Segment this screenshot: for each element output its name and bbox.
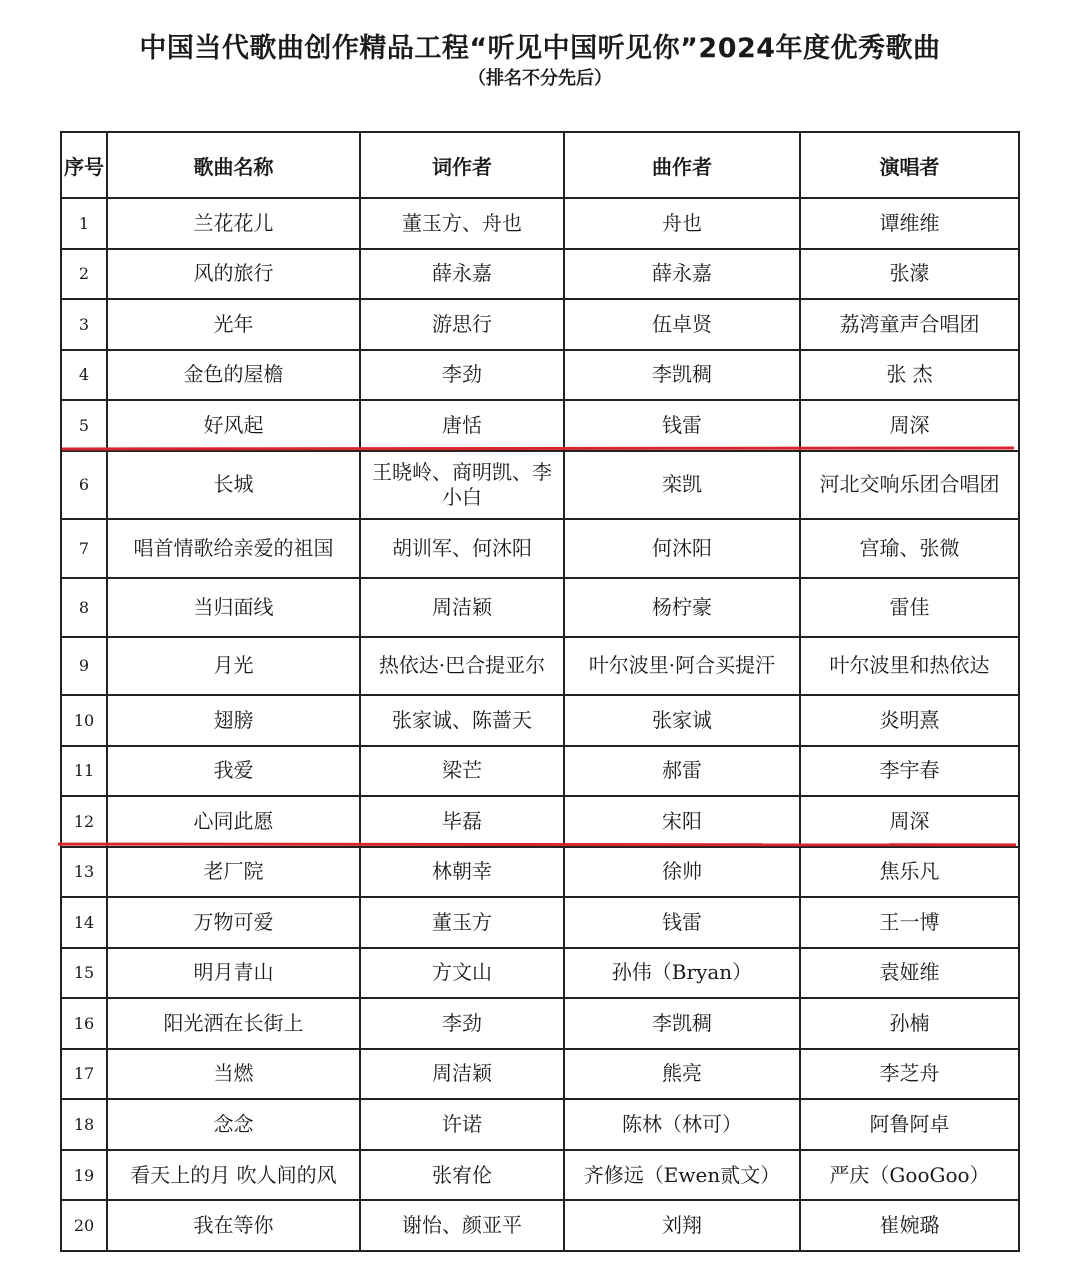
cell-song: 我在等你 xyxy=(107,1200,360,1251)
cell-composer: 宋阳 xyxy=(564,796,800,847)
cell-lyricist: 许诺 xyxy=(360,1099,564,1150)
cell-composer: 杨柠豪 xyxy=(564,578,800,637)
cell-no: 17 xyxy=(61,1049,107,1100)
cell-composer: 伍卓贤 xyxy=(564,299,800,350)
table-row xyxy=(61,847,1019,898)
cell-singer: 宫瑜、张微 xyxy=(800,519,1019,578)
cell-lyricist: 毕磊 xyxy=(360,796,564,847)
cell-lyricist: 董玉方 xyxy=(360,897,564,948)
cell-singer: 炎明熹 xyxy=(800,695,1019,746)
cell-lyricist: 热依达·巴合提亚尔 xyxy=(360,637,564,696)
cell-composer: 钱雷 xyxy=(564,897,800,948)
cell-song: 我爱 xyxy=(107,746,360,797)
cell-song: 月光 xyxy=(107,637,360,696)
cell-no: 6 xyxy=(61,451,107,520)
cell-singer: 谭维维 xyxy=(800,198,1019,249)
cell-composer: 薛永嘉 xyxy=(564,249,800,300)
cell-lyricist: 游思行 xyxy=(360,299,564,350)
table-row xyxy=(61,948,1019,999)
cell-singer: 崔婉璐 xyxy=(800,1200,1019,1251)
song-table xyxy=(60,131,1020,1252)
header-composer: 曲作者 xyxy=(564,132,800,198)
cell-song: 当归面线 xyxy=(107,578,360,637)
cell-song: 当燃 xyxy=(107,1049,360,1100)
cell-song: 阳光洒在长街上 xyxy=(107,998,360,1049)
table-row xyxy=(61,998,1019,1049)
cell-no: 16 xyxy=(61,998,107,1049)
table-row xyxy=(61,400,1019,451)
cell-lyricist: 梁芒 xyxy=(360,746,564,797)
cell-composer: 舟也 xyxy=(564,198,800,249)
header-song: 歌曲名称 xyxy=(107,132,360,198)
cell-singer: 李芝舟 xyxy=(800,1049,1019,1100)
cell-no: 14 xyxy=(61,897,107,948)
cell-singer: 袁娅维 xyxy=(800,948,1019,999)
cell-lyricist: 张家诚、陈蔷天 xyxy=(360,695,564,746)
cell-lyricist: 薛永嘉 xyxy=(360,249,564,300)
cell-no: 11 xyxy=(61,746,107,797)
table-row xyxy=(61,637,1019,696)
cell-lyricist: 周洁颖 xyxy=(360,1049,564,1100)
cell-singer: 王一博 xyxy=(800,897,1019,948)
cell-no: 1 xyxy=(61,198,107,249)
cell-singer: 荔湾童声合唱团 xyxy=(800,299,1019,350)
page-title: 中国当代歌曲创作精品工程“听见中国听见你”2024年度优秀歌曲 xyxy=(139,33,941,64)
cell-singer: 周深 xyxy=(800,400,1019,451)
cell-singer: 叶尔波里和热依达 xyxy=(800,637,1019,696)
table-row xyxy=(61,1200,1019,1251)
table-row xyxy=(61,198,1019,249)
cell-lyricist: 王晓岭、商明凯、李小白 xyxy=(360,451,564,520)
table-row xyxy=(61,1150,1019,1201)
cell-singer: 阿鲁阿卓 xyxy=(800,1099,1019,1150)
cell-no: 9 xyxy=(61,637,107,696)
cell-song: 明月青山 xyxy=(107,948,360,999)
cell-composer: 何沐阳 xyxy=(564,519,800,578)
cell-lyricist: 周洁颖 xyxy=(360,578,564,637)
cell-singer: 孙楠 xyxy=(800,998,1019,1049)
cell-composer: 刘翔 xyxy=(564,1200,800,1251)
table-row xyxy=(61,519,1019,578)
table-row xyxy=(61,578,1019,637)
cell-singer: 焦乐凡 xyxy=(800,847,1019,898)
table-header-row xyxy=(61,132,1019,198)
cell-lyricist: 李劲 xyxy=(360,350,564,401)
cell-song: 万物可爱 xyxy=(107,897,360,948)
header-singer: 演唱者 xyxy=(800,132,1019,198)
cell-lyricist: 张宥伦 xyxy=(360,1150,564,1201)
cell-no: 2 xyxy=(61,249,107,300)
cell-lyricist: 唐恬 xyxy=(360,400,564,451)
table-row xyxy=(61,299,1019,350)
cell-no: 18 xyxy=(61,1099,107,1150)
cell-singer: 河北交响乐团合唱团 xyxy=(800,451,1019,520)
cell-no: 12 xyxy=(61,796,107,847)
cell-lyricist: 方文山 xyxy=(360,948,564,999)
table-row xyxy=(61,746,1019,797)
cell-no: 3 xyxy=(61,299,107,350)
table-row xyxy=(61,1049,1019,1100)
cell-singer: 严庆（GooGoo） xyxy=(800,1150,1019,1201)
cell-lyricist: 胡训军、何沐阳 xyxy=(360,519,564,578)
cell-singer: 周深 xyxy=(800,796,1019,847)
table-row xyxy=(61,249,1019,300)
cell-lyricist: 董玉方、舟也 xyxy=(360,198,564,249)
table-row xyxy=(61,350,1019,401)
cell-composer: 栾凯 xyxy=(564,451,800,520)
cell-song: 兰花花儿 xyxy=(107,198,360,249)
cell-singer: 张 杰 xyxy=(800,350,1019,401)
cell-no: 10 xyxy=(61,695,107,746)
page-subtitle: （排名不分先后） xyxy=(468,68,612,89)
cell-composer: 齐修远（Ewen贰文） xyxy=(564,1150,800,1201)
cell-song: 念念 xyxy=(107,1099,360,1150)
cell-no: 7 xyxy=(61,519,107,578)
cell-composer: 叶尔波里·阿合买提汗 xyxy=(564,637,800,696)
cell-composer: 钱雷 xyxy=(564,400,800,451)
table-row xyxy=(61,695,1019,746)
cell-no: 19 xyxy=(61,1150,107,1201)
cell-composer: 孙伟（Bryan） xyxy=(564,948,800,999)
cell-lyricist: 林朝幸 xyxy=(360,847,564,898)
cell-composer: 郝雷 xyxy=(564,746,800,797)
cell-song: 好风起 xyxy=(107,400,360,451)
cell-song: 老厂院 xyxy=(107,847,360,898)
cell-song: 心同此愿 xyxy=(107,796,360,847)
cell-singer: 雷佳 xyxy=(800,578,1019,637)
header-lyricist: 词作者 xyxy=(360,132,564,198)
table-row xyxy=(61,796,1019,847)
cell-song: 看天上的月 吹人间的风 xyxy=(107,1150,360,1201)
cell-singer: 张濛 xyxy=(800,249,1019,300)
cell-composer: 徐帅 xyxy=(564,847,800,898)
cell-composer: 李凯稠 xyxy=(564,998,800,1049)
cell-composer: 陈林（林可） xyxy=(564,1099,800,1150)
cell-no: 4 xyxy=(61,350,107,401)
cell-no: 13 xyxy=(61,847,107,898)
table-row xyxy=(61,451,1019,520)
cell-song: 风的旅行 xyxy=(107,249,360,300)
cell-composer: 熊亮 xyxy=(564,1049,800,1100)
cell-song: 翅膀 xyxy=(107,695,360,746)
table-row xyxy=(61,1099,1019,1150)
cell-song: 唱首情歌给亲爱的祖国 xyxy=(107,519,360,578)
cell-composer: 张家诚 xyxy=(564,695,800,746)
cell-lyricist: 李劲 xyxy=(360,998,564,1049)
cell-no: 15 xyxy=(61,948,107,999)
cell-song: 光年 xyxy=(107,299,360,350)
cell-lyricist: 谢怡、颜亚平 xyxy=(360,1200,564,1251)
cell-no: 5 xyxy=(61,400,107,451)
cell-song: 金色的屋檐 xyxy=(107,350,360,401)
header-no: 序号 xyxy=(61,132,107,198)
cell-song: 长城 xyxy=(107,451,360,520)
cell-singer: 李宇春 xyxy=(800,746,1019,797)
cell-composer: 李凯稠 xyxy=(564,350,800,401)
cell-no: 20 xyxy=(61,1200,107,1251)
table-row xyxy=(61,897,1019,948)
cell-no: 8 xyxy=(61,578,107,637)
